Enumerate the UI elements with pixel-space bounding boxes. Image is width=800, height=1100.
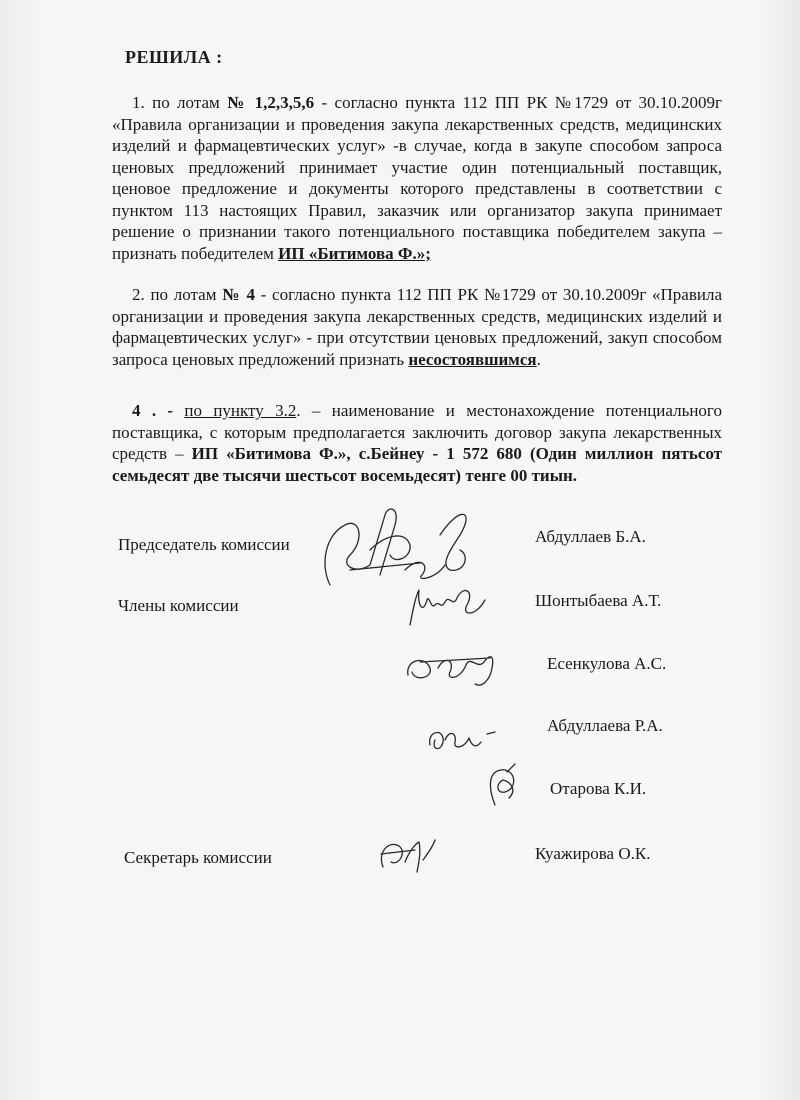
decision-heading: РЕШИЛА : (125, 47, 223, 67)
member-name-4: Отарова К.И. (550, 779, 647, 798)
item-4-number: 4 . - (132, 401, 174, 420)
member-name-2: Есенкулова А.С. (547, 654, 667, 673)
member-3-signature-icon (425, 720, 500, 760)
item-4-supplier: ИП «Битимова Ф.», с.Бейнеу - 1 572 680 (Один миллион пятьсот семьдесят две тысячи шестьсот восемьдесят) тенге 00 тиын. (112, 444, 722, 485)
decision-item-2 (112, 284, 722, 370)
item-2-result: несостоявшимся (408, 349, 537, 369)
item-4-text: . – наименование и местонахождение потенциального поставщика, с которым предполагается заключить договор закупа лекарственных средств – (112, 401, 722, 463)
item-1-lots: № 1,2,3,5,6 (227, 93, 315, 112)
member-name-1: Шонтыбаева А.Т. (535, 591, 662, 610)
secretary-signature-icon (375, 832, 445, 877)
chairman-name: Абдуллаев Б.А. (535, 527, 646, 546)
item-1-winner: ИП «Битимова Ф.»; (278, 243, 431, 263)
decision-item-1 (112, 92, 722, 264)
item-2-text: - согласно пункта 112 ПП РК №1729 от 30.10.2009г «Правила организации и проведения закупа лекарственных средств, медицинских изделий и фармацевтических услуг» - при отсутствии ценовых предложений, закуп способом запроса ценовых предложений признать (112, 285, 723, 369)
member-2-signature-icon (400, 640, 510, 695)
item-2-intro: 2. по лотам (132, 285, 223, 304)
secretary-name: Куажирова О.К. (535, 844, 651, 863)
chairman-label: Председатель комиссии (118, 535, 290, 554)
decision-item-4 (112, 400, 722, 486)
item-4-reference: по пункту 3.2 (184, 401, 297, 420)
members-label: Члены комиссии (118, 596, 239, 615)
item-2-lots: № 4 (222, 285, 255, 304)
secretary-label: Секретарь комиссии (124, 848, 272, 867)
member-4-signature-icon (477, 760, 537, 815)
item-1-intro: 1. по лотам (132, 93, 220, 112)
member-1-signature-icon (405, 580, 495, 635)
member-name-3: Абдуллаева Р.А. (547, 716, 663, 735)
item-1-text: - согласно пункта 112 ПП РК №1729 от 30.10.2009г «Правила организации и проведения закупа лекарственных средств, медицинских изделий и фармацевтических услуг» -в случае, когда в закупе способом запроса ценовых предложений принимает участие один потенциальный поставщик, ценовое предложение и документы которого представлены в соответствии с пунктом 113 настоящих Правил, заказчик или организатор закупа принимает решение о признании такого потенциального поставщика победителем закупа – признать победителем (112, 93, 722, 263)
item-2-end: . (536, 349, 541, 369)
